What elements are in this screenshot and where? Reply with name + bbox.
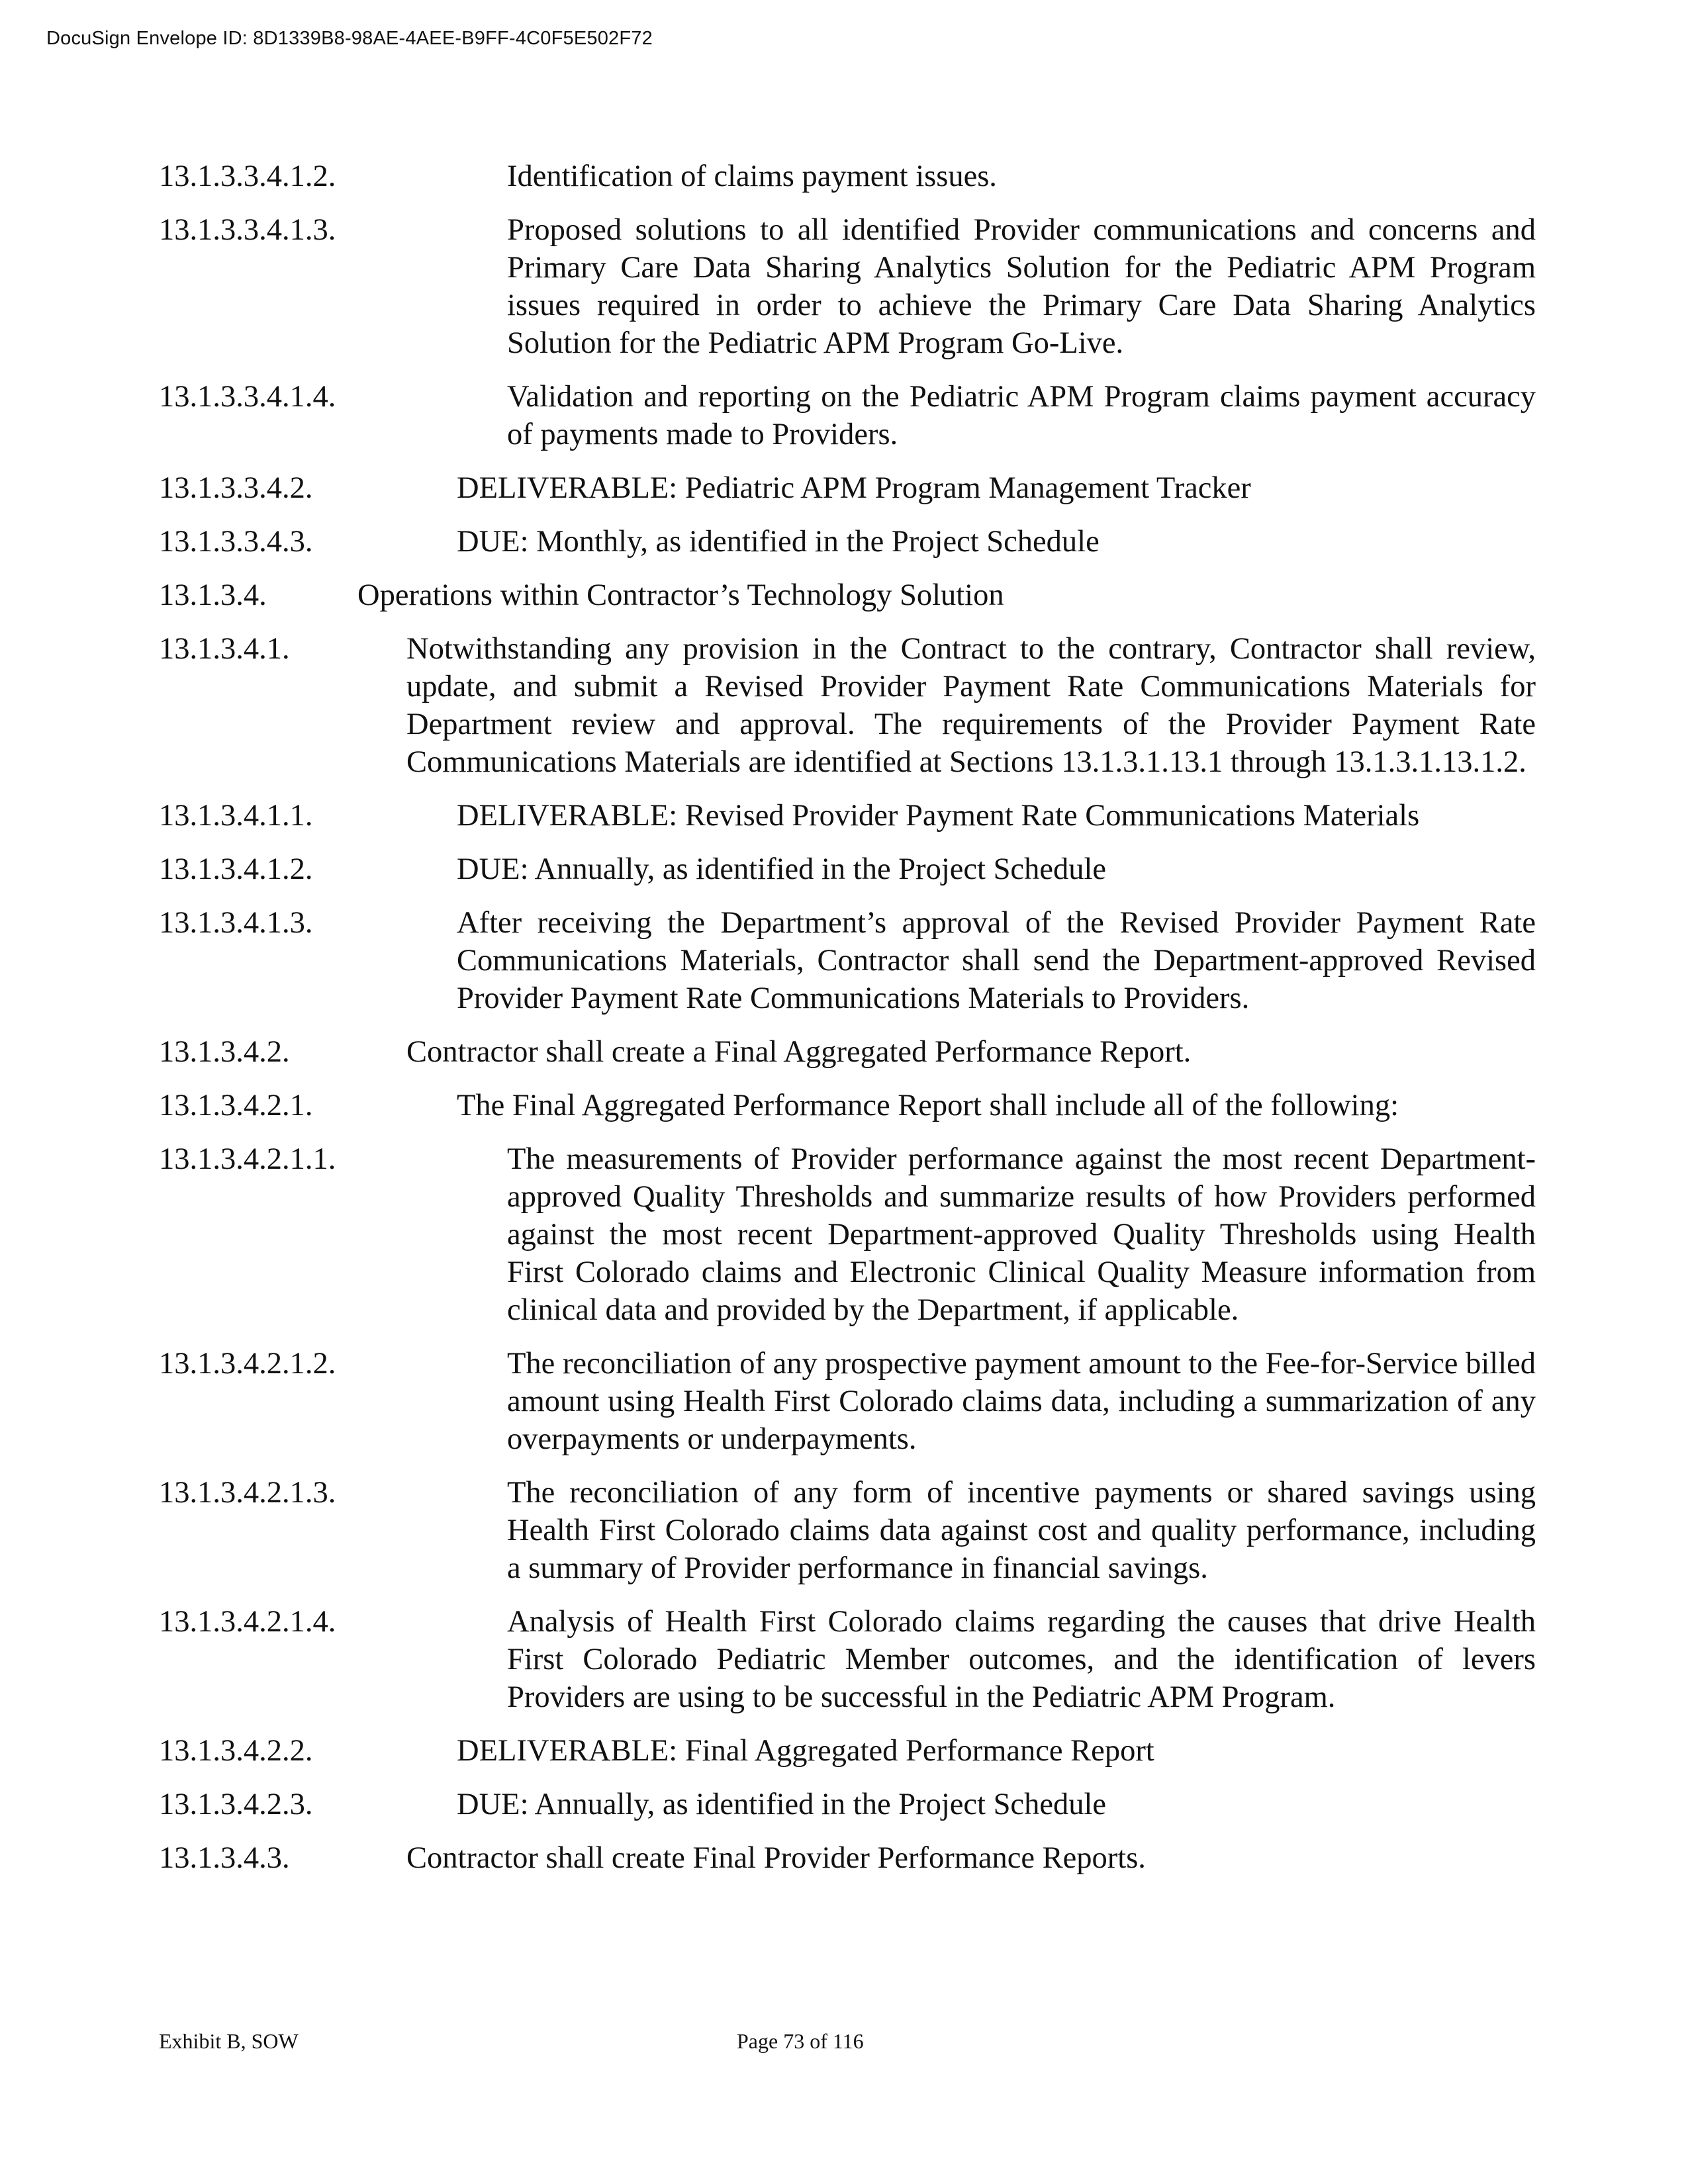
section-text: DUE: Monthly, as identified in the Project Schedule xyxy=(457,525,1100,559)
section-number: 13.1.3.3.4.1.3. xyxy=(159,213,336,247)
section-text: The reconciliation of any prospective payment amount to the Fee-for-Service billed amount using Health First Colorado claims data, including a summarization of any overpayments or underpayments. xyxy=(507,1347,1536,1456)
section-text: Validation and reporting on the Pediatric APM Program claims payment accuracy of payments made to Providers. xyxy=(507,380,1536,451)
section-text: Identification of claims payment issues. xyxy=(507,159,997,193)
list-item xyxy=(159,1732,1536,1770)
section-text: DELIVERABLE: Final Aggregated Performance Report xyxy=(457,1734,1154,1768)
section-number: 13.1.3.4.2.3. xyxy=(159,1788,313,1821)
section-text: The measurements of Provider performance against the most recent Department-approved Quality Thresholds and summarize results of how Providers performed against the most recent Department-approved Quality Thresholds using Health First Colorado claims and Electronic Clinical Quality Measure information from clinical data and provided by the Department, if applicable. xyxy=(507,1142,1536,1327)
section-text: DELIVERABLE: Revised Provider Payment Rate Communications Materials xyxy=(457,799,1420,833)
list-item xyxy=(159,1140,1536,1329)
list-item xyxy=(159,1087,1536,1124)
section-number: 13.1.3.4.1.1. xyxy=(159,799,313,833)
list-item xyxy=(159,904,1536,1017)
list-item xyxy=(159,576,1536,614)
list-item xyxy=(159,378,1536,453)
list-item xyxy=(159,158,1536,195)
section-number: 13.1.3.4.2.2. xyxy=(159,1734,313,1768)
section-number: 13.1.3.4. xyxy=(159,578,267,612)
section-text: The reconciliation of any form of incentive payments or shared savings using Health First Colorado claims data against cost and quality performance, including a summary of Provider performance in financial savings. xyxy=(507,1476,1536,1585)
footer-exhibit-label: Exhibit B, SOW xyxy=(159,2029,299,2053)
list-item xyxy=(159,1033,1536,1071)
list-item xyxy=(159,850,1536,888)
section-text: Contractor shall create a Final Aggregated Performance Report. xyxy=(406,1035,1192,1069)
section-text: Analysis of Health First Colorado claims regarding the causes that drive Health First Colorado Pediatric Member outcomes, and the identification of levers Providers are using to be successful in the Pediatric APM Program. xyxy=(507,1605,1536,1714)
section-number: 13.1.3.4.3. xyxy=(159,1841,290,1875)
section-number: 13.1.3.4.2.1.4. xyxy=(159,1605,336,1639)
list-item xyxy=(159,523,1536,561)
section-number: 13.1.3.4.1.2. xyxy=(159,852,313,886)
section-text: Proposed solutions to all identified Provider communications and concerns and Primary Care Data Sharing Analytics Solution for the Pediatric APM Program issues required in order to achieve the Primary Care Data Sharing Analytics Solution for the Pediatric APM Program Go-Live. xyxy=(507,213,1536,360)
footer-page-number: Page 73 of 116 xyxy=(737,2029,864,2053)
list-item xyxy=(159,211,1536,362)
section-text: After receiving the Department’s approval of the Revised Provider Payment Rate Communications Materials, Contractor shall send the Department-approved Revised Provider Payment Rate Communications Materials to Providers. xyxy=(457,906,1536,1015)
section-text: DUE: Annually, as identified in the Project Schedule xyxy=(457,852,1107,886)
section-text: DELIVERABLE: Pediatric APM Program Management Tracker xyxy=(457,471,1251,505)
document-body xyxy=(159,158,1536,1893)
list-item xyxy=(159,469,1536,507)
list-item xyxy=(159,1786,1536,1823)
section-heading: Operations within Contractor’s Technology Solution xyxy=(357,578,1004,612)
section-number: 13.1.3.4.1.3. xyxy=(159,906,313,940)
section-number: 13.1.3.3.4.2. xyxy=(159,471,313,505)
list-item xyxy=(159,1839,1536,1877)
docusign-envelope-id: DocuSign Envelope ID: 8D1339B8-98AE-4AEE-B9FF-4C0F5E502F72 xyxy=(46,28,653,49)
section-number: 13.1.3.3.4.3. xyxy=(159,525,313,559)
list-item xyxy=(159,1603,1536,1716)
section-number: 13.1.3.4.2. xyxy=(159,1035,290,1069)
list-item xyxy=(159,1345,1536,1458)
section-number: 13.1.3.3.4.1.2. xyxy=(159,159,336,193)
section-text: Notwithstanding any provision in the Contract to the contrary, Contractor shall review, update, and submit a Revised Provider Payment Rate Communications Materials for Department review and approval. The requirements of the Provider Payment Rate Communications Materials are identified at Sections 13.1.3.1.13.1 through 13.1.3.1.13.1.2. xyxy=(406,632,1536,779)
section-number: 13.1.3.4.2.1.1. xyxy=(159,1142,336,1176)
section-number: 13.1.3.3.4.1.4. xyxy=(159,380,336,414)
section-number: 13.1.3.4.1. xyxy=(159,632,290,666)
section-text: The Final Aggregated Performance Report shall include all of the following: xyxy=(457,1089,1399,1122)
list-item xyxy=(159,797,1536,835)
section-text: Contractor shall create Final Provider Performance Reports. xyxy=(406,1841,1146,1875)
list-item xyxy=(159,1474,1536,1587)
section-text: DUE: Annually, as identified in the Project Schedule xyxy=(457,1788,1107,1821)
list-item xyxy=(159,630,1536,781)
section-number: 13.1.3.4.2.1. xyxy=(159,1089,313,1122)
section-number: 13.1.3.4.2.1.2. xyxy=(159,1347,336,1381)
section-number: 13.1.3.4.2.1.3. xyxy=(159,1476,336,1510)
